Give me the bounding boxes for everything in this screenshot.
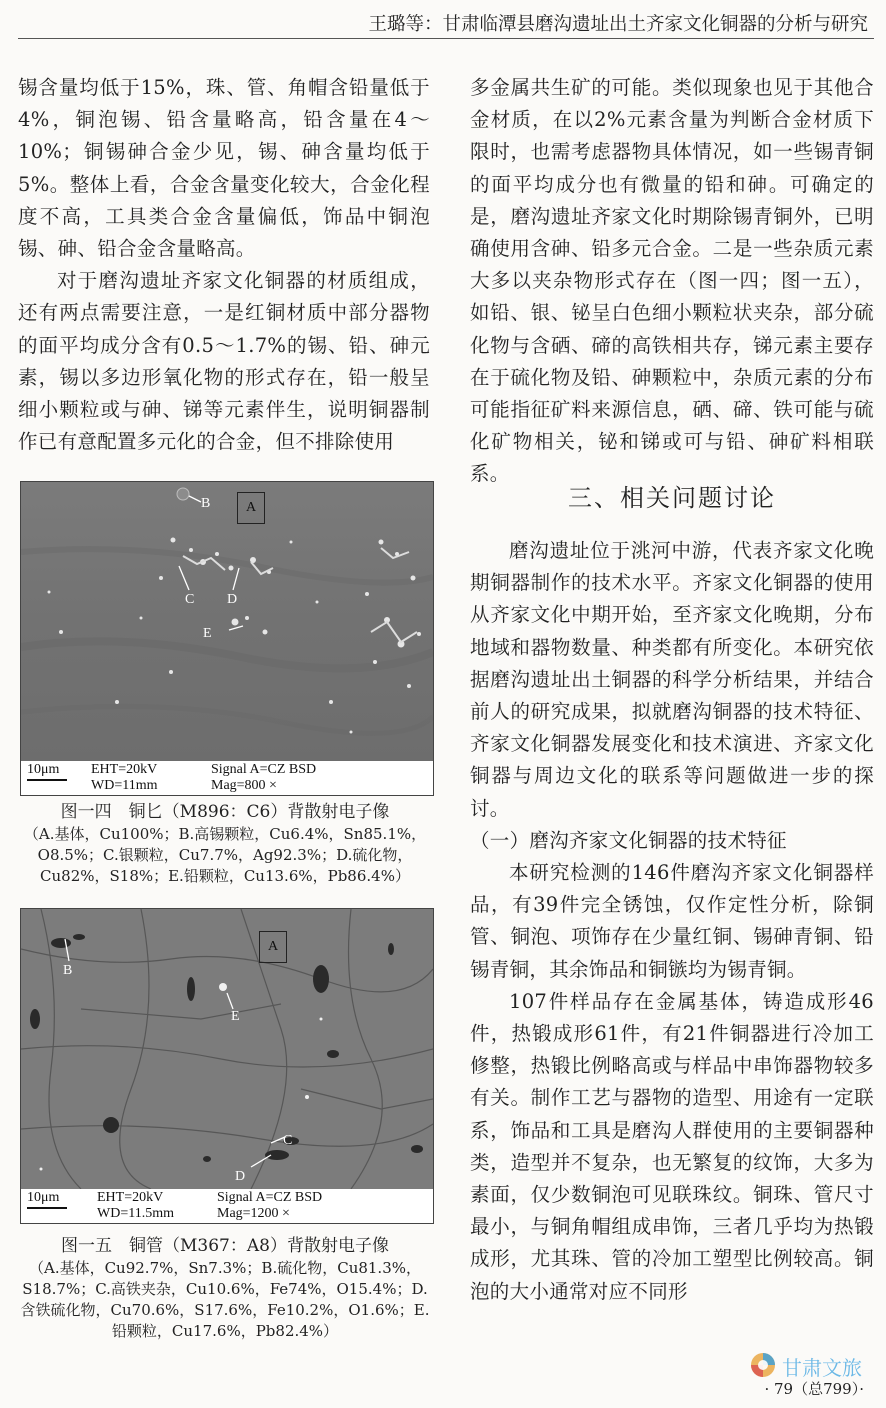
wd-readout: WD=11mm (91, 778, 158, 793)
paragraph: 本研究检测的146件磨沟齐家文化铜器样品，有39件完全锈蚀，仅作定性分析，除铜管、铜泡、项饰存在少量红铜、锡砷青铜、铅锡青铜，其余饰品和铜镞均为锡青铜。 (470, 861, 874, 981)
sub-heading: （一）磨沟齐家文化铜器的技术特征 (470, 828, 787, 852)
logo-text: 甘肃文旅 (782, 1356, 862, 1380)
logo-icon (748, 1350, 778, 1380)
label-c: C (185, 592, 195, 607)
label-e: E (203, 626, 212, 641)
paragraph: 磨沟遗址位于洮河中游，代表齐家文化晚期铜器制作的技术水平。齐家文化铜器的使用从齐家文化中期开始，至齐家文化晚期，分布地域和器物数量、种类都有所变化。本研究依据磨沟遗址出土铜器的科学分析结果，并结合前人的研究成果，拟就磨沟铜器的技术特征、齐家文化铜器发展变化和技术演进、齐家文化铜器与周边文化的联系等问题做进一步的探讨。 (470, 539, 874, 820)
scale-bar (27, 779, 67, 781)
mag-readout: Mag=800 × (211, 778, 277, 793)
region-a-box (259, 931, 287, 963)
scale-bar (27, 1207, 67, 1209)
header-rule (18, 38, 874, 39)
label-d: D (227, 592, 238, 607)
caption-title: 图一四 铜匕（M896：C6）背散射电子像 (60, 802, 390, 822)
scale-label: 10μm (27, 1190, 60, 1205)
caption-note: （A.基体，Cu100%；B.高锡颗粒，Cu6.4%，Sn85.1%，O8.5%；C.银颗粒，Cu7.7%，Ag92.3%；D.硫化物，Cu82%，S18%；E.铅颗粒，Cu13.6%，Pb86.4%） (23, 825, 427, 885)
label-e: E (231, 1009, 240, 1024)
scale-label: 10μm (27, 762, 60, 777)
label-d: D (235, 1169, 246, 1184)
caption-note: （A.基体，Cu92.7%，Sn7.3%；B.硫化物，Cu81.3%，S18.7%；C.高铁夹杂，Cu10.6%，Fe74%，O15.4%；D.含铁硫化物，Cu70.6%，S17.6%，Fe10.2%，O1.6%；E.铅颗粒，Cu17.6%，Pb82.4%） (20, 1259, 430, 1340)
signal-readout: Signal A=CZ BSD (211, 762, 317, 777)
paragraph: 107件样品存在金属基体，铸造成形46件，热锻成形61件，有21件铜器进行冷加工修整，热锻比例略高或与样品中串饰器物较多有关。制作工艺与器物的造型、用途有一定联系，饰品和工具是磨沟人群使用的主要铜器种类，造型并不复杂，也无繁复的纹饰，大多为素面，仅少数铜泡可见联珠纹。铜珠、管尺寸最小，与铜角帽组成串饰，三者几乎均为热锻成形，尤其珠、管的冷加工塑型比例较高。铜泡的大小通常对应不同形 (470, 989, 874, 1303)
signal-readout: Signal A=CZ BSD (217, 1190, 323, 1205)
paragraph: 锡含量均低于15%，珠、管、角帽含铅量低于4%，铜泡锡、铅含量略高，铅含量在4～10%；铜锡砷合金少见，锡、砷含量均低于5%。整体上看，合金含量变化较大，合金化程度不高，工具类合金含量偏低，饰品中铜泡锡、砷、铅合金含量略高。 (18, 76, 430, 261)
eht-readout: EHT=20kV (91, 762, 158, 777)
figure-14 (20, 481, 434, 796)
figure-15-caption (18, 1234, 432, 1342)
right-column-text-lower (470, 535, 874, 1308)
eht-readout: EHT=20kV (97, 1190, 164, 1205)
sem-micrograph-15 (21, 909, 433, 1189)
figure-15 (20, 908, 434, 1224)
caption-title: 图一五 铜管（M367：A8）背散射电子像 (61, 1236, 389, 1256)
label-b: B (201, 496, 211, 511)
label-a: A (245, 500, 257, 515)
watermark-logo (748, 1350, 868, 1380)
page-number: · 79（总799）· (764, 1380, 864, 1398)
label-b: B (63, 963, 73, 978)
right-column-text (470, 72, 874, 491)
paragraph: 对于磨沟遗址齐家文化铜器的材质组成，还有两点需要注意，一是红铜材质中部分器物的面平均成分含有0.5～1.7%的锡、铅、砷元素，锡以多边形氧化物的形式存在，铅一般呈细小颗粒或与砷、锑等元素伴生，说明铜器制作已有意配置多元化的合金，但不排除使用 (18, 269, 430, 454)
running-header: 王璐等：甘肃临潭县磨沟遗址出土齐家文化铜器的分析与研究 (368, 14, 868, 35)
figure-14-caption (18, 800, 432, 887)
sem-image-15 (21, 909, 433, 1189)
wd-readout: WD=11.5mm (97, 1206, 174, 1221)
sem-info-bar-14 (21, 761, 433, 795)
label-a: A (267, 939, 279, 954)
paragraph: 多金属共生矿的可能。类似现象也见于其他合金材质，在以2%元素含量为判断合金材质下限时，也需考虑器物具体情况，如一些锡青铜的面平均成分也有微量的铅和砷。可确定的是，磨沟遗址齐家文化时期除锡青铜外，已明确使用含砷、铅多元合金。二是一些杂质元素大多以夹杂物形式存在（图一四；图一五），如铅、银、铋呈白色细小颗粒状夹杂，部分硫化物与含硒、碲的高铁相共存，锑元素主要存在于硫化物及铅、砷颗粒中，杂质元素的分布可能指征矿料来源信息，硒、碲、铁可能与硫化矿物相关，铋和锑或可与铅、砷矿料相联系。 (470, 76, 874, 486)
sem-image-14 (21, 482, 433, 761)
sem-micrograph-14 (21, 482, 433, 761)
mag-readout: Mag=1200 × (217, 1206, 290, 1221)
label-c: C (283, 1133, 293, 1148)
sem-info-bar-15 (21, 1189, 433, 1223)
region-a-box (237, 492, 265, 524)
section-title: 三、相关问题讨论 (568, 484, 776, 512)
left-column-text (18, 72, 430, 458)
